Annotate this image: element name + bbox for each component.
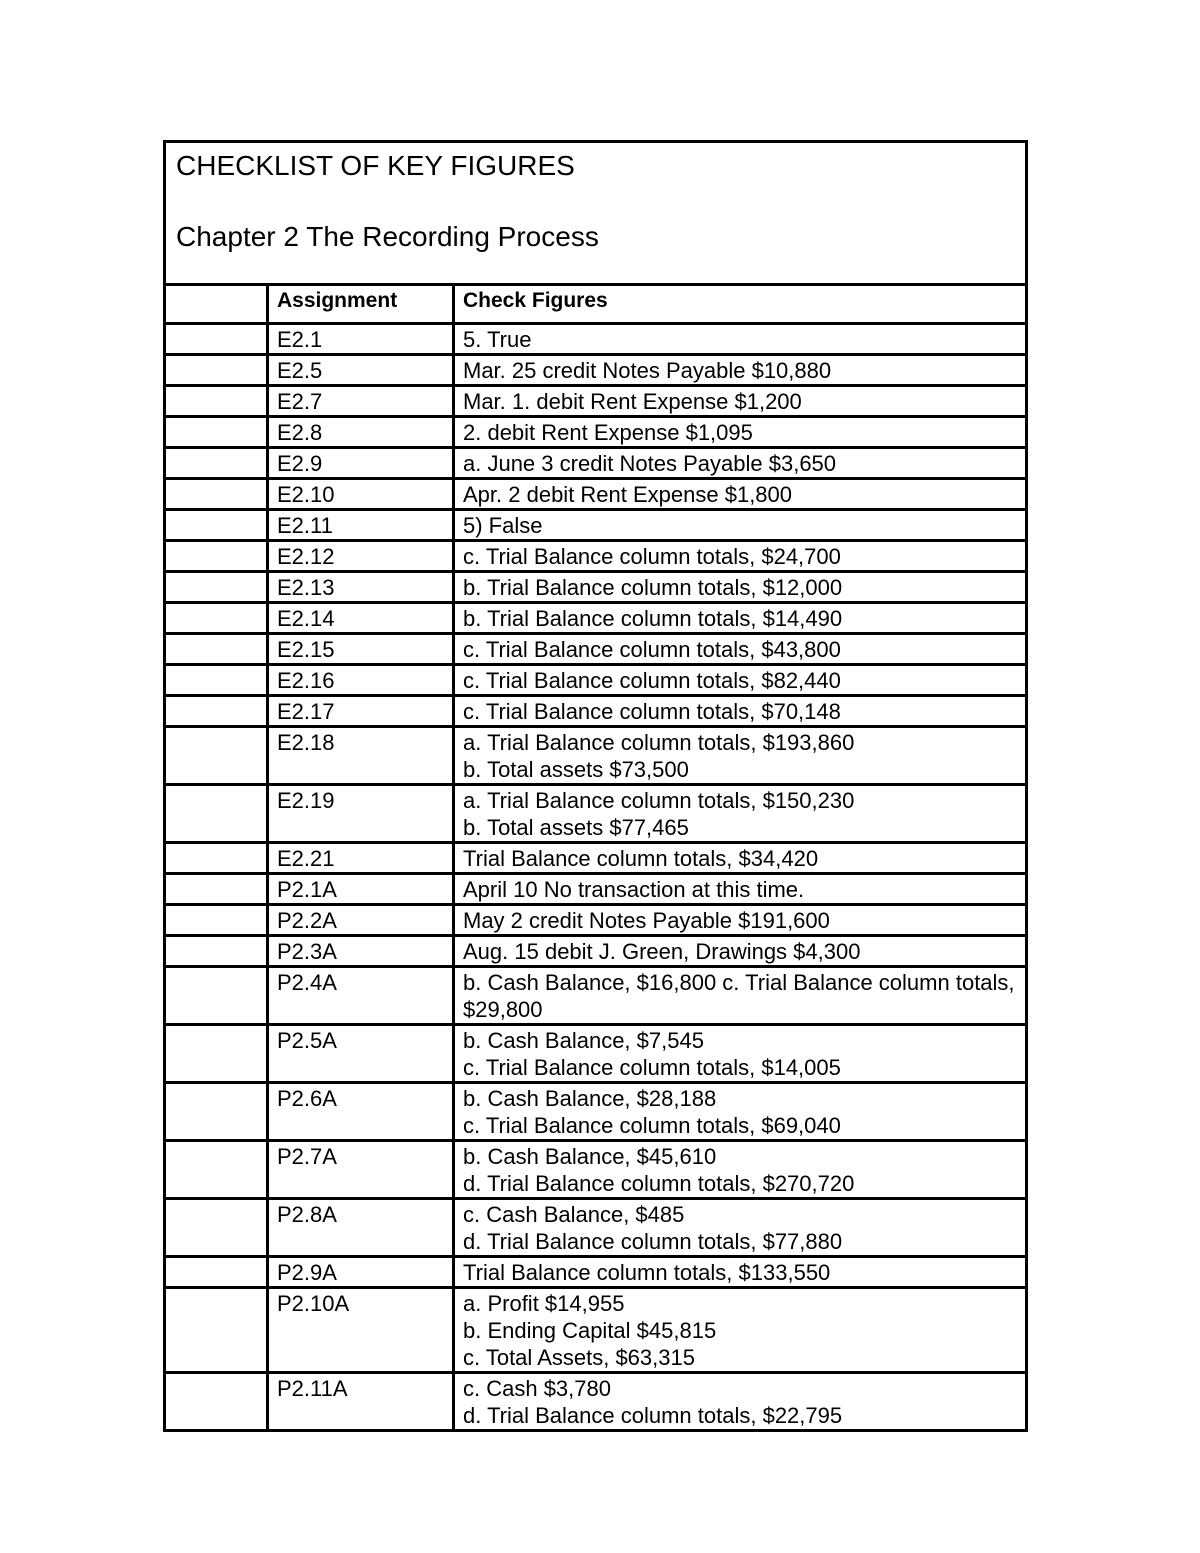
table-row <box>166 511 1025 542</box>
header-assignment: Assignment <box>269 286 455 322</box>
check-figure-line: Apr. 2 debit Rent Expense $1,800 <box>463 482 793 507</box>
table-row <box>166 449 1025 480</box>
check-figures-cell <box>455 1142 1025 1197</box>
check-figures-cell <box>455 604 1025 632</box>
table-row <box>166 604 1025 635</box>
check-figure-line: c. Trial Balance column totals, $24,700 <box>463 544 841 569</box>
check-figure-line: d. Trial Balance column totals, $77,880 <box>463 1229 843 1254</box>
table-header-row <box>166 286 1025 325</box>
assignment-cell: P2.4A <box>269 968 455 1023</box>
table-row <box>166 635 1025 666</box>
table-row <box>166 666 1025 697</box>
check-figure-line: b. Trial Balance column totals, $14,490 <box>463 606 843 631</box>
assignment-cell: P2.7A <box>269 1142 455 1197</box>
table-row <box>166 356 1025 387</box>
assignment-cell: E2.9 <box>269 449 455 477</box>
check-figure-line: c. Cash Balance, $485 <box>463 1202 685 1227</box>
assignment-cell: E2.5 <box>269 356 455 384</box>
assignment-cell: E2.7 <box>269 387 455 415</box>
table-row <box>166 1374 1025 1429</box>
assignment-cell: E2.14 <box>269 604 455 632</box>
table-row <box>166 697 1025 728</box>
blank-cell <box>166 449 269 477</box>
assignment-cell: P2.9A <box>269 1258 455 1286</box>
blank-cell <box>166 937 269 965</box>
check-figure-line: c. Trial Balance column totals, $43,800 <box>463 637 841 662</box>
blank-cell <box>166 1142 269 1197</box>
assignment-cell: P2.6A <box>269 1084 455 1139</box>
assignment-cell: P2.10A <box>269 1289 455 1371</box>
assignment-cell: P2.5A <box>269 1026 455 1081</box>
assignment-cell: P2.3A <box>269 937 455 965</box>
check-figure-line: b. Total assets $77,465 <box>463 815 689 840</box>
check-figure-line: 5) False <box>463 513 543 538</box>
check-figures-cell <box>455 1258 1025 1286</box>
check-figures-cell <box>455 697 1025 725</box>
table-row <box>166 1258 1025 1289</box>
assignment-cell: E2.15 <box>269 635 455 663</box>
blank-cell <box>166 418 269 446</box>
blank-cell <box>166 697 269 725</box>
blank-cell <box>166 1084 269 1139</box>
check-figures-cell <box>455 666 1025 694</box>
check-figure-line: Mar. 25 credit Notes Payable $10,880 <box>463 358 832 383</box>
check-figure-line: a. Trial Balance column totals, $193,860 <box>463 730 855 755</box>
header-check-figures: Check Figures <box>463 289 608 312</box>
assignment-cell: E2.8 <box>269 418 455 446</box>
check-figures-cell <box>455 728 1025 783</box>
assignment-cell: P2.2A <box>269 906 455 934</box>
check-figure-line: b. Trial Balance column totals, $12,000 <box>463 575 843 600</box>
blank-cell <box>166 1289 269 1371</box>
table-row <box>166 1026 1025 1084</box>
blank-cell <box>166 666 269 694</box>
table-row <box>166 786 1025 844</box>
check-figure-line: b. Cash Balance, $16,800 c. Trial Balance column totals, $29,800 <box>463 970 1015 1022</box>
check-figures-cell <box>455 786 1025 841</box>
blank-cell <box>166 875 269 903</box>
assignment-cell: E2.21 <box>269 844 455 872</box>
table-row <box>166 573 1025 604</box>
assignment-cell: E2.18 <box>269 728 455 783</box>
check-figure-line: b. Ending Capital $45,815 <box>463 1318 717 1343</box>
assignment-cell: P2.1A <box>269 875 455 903</box>
blank-cell <box>166 1200 269 1255</box>
check-figures-cell <box>455 480 1025 508</box>
check-figures-cell <box>455 875 1025 903</box>
assignment-cell: E2.1 <box>269 325 455 353</box>
blank-cell <box>166 786 269 841</box>
check-figures-cell <box>455 1374 1025 1429</box>
blank-cell <box>166 1026 269 1081</box>
blank-cell <box>166 1374 269 1429</box>
check-figures-cell <box>455 1084 1025 1139</box>
check-figure-line: April 10 No transaction at this time. <box>463 877 805 902</box>
check-figures-cell <box>455 325 1025 353</box>
blank-cell <box>166 968 269 1023</box>
check-figures-cell <box>455 511 1025 539</box>
check-figure-line: c. Trial Balance column totals, $14,005 <box>463 1055 841 1080</box>
blank-cell <box>166 906 269 934</box>
check-figures-cell <box>455 1200 1025 1255</box>
check-figure-line: Aug. 15 debit J. Green, Drawings $4,300 <box>463 939 861 964</box>
assignment-cell: E2.16 <box>269 666 455 694</box>
check-figures-cell <box>455 356 1025 384</box>
table-row <box>166 1200 1025 1258</box>
table-row <box>166 480 1025 511</box>
check-figure-line: May 2 credit Notes Payable $191,600 <box>463 908 830 933</box>
blank-cell <box>166 728 269 783</box>
check-figures-cell <box>455 418 1025 446</box>
check-figure-line: Mar. 1. debit Rent Expense $1,200 <box>463 389 802 414</box>
table-row <box>166 906 1025 937</box>
check-figure-line: a. Profit $14,955 <box>463 1291 625 1316</box>
check-figure-line: a. June 3 credit Notes Payable $3,650 <box>463 451 837 476</box>
table-body <box>166 325 1025 1429</box>
check-figures-cell <box>455 1289 1025 1371</box>
check-figure-line: c. Cash $3,780 <box>463 1376 611 1401</box>
check-figure-line: b. Cash Balance, $28,188 <box>463 1086 717 1111</box>
blank-cell <box>166 844 269 872</box>
document-title: CHECKLIST OF KEY FIGURES <box>176 150 575 181</box>
table-row <box>166 728 1025 786</box>
check-figure-line: a. Trial Balance column totals, $150,230 <box>463 788 855 813</box>
checklist-document <box>163 140 1028 1432</box>
table-row <box>166 875 1025 906</box>
check-figure-line: c. Trial Balance column totals, $70,148 <box>463 699 841 724</box>
table-row <box>166 1289 1025 1374</box>
check-figures-cell <box>455 906 1025 934</box>
blank-cell <box>166 356 269 384</box>
assignment-cell: E2.13 <box>269 573 455 601</box>
header-blank-cell <box>166 286 269 322</box>
document-subtitle: Chapter 2 The Recording Process <box>176 221 599 252</box>
title-block <box>166 143 1025 286</box>
table-row <box>166 937 1025 968</box>
check-figures-cell <box>455 542 1025 570</box>
assignment-cell: E2.10 <box>269 480 455 508</box>
check-figure-line: c. Trial Balance column totals, $82,440 <box>463 668 841 693</box>
assignment-cell: E2.11 <box>269 511 455 539</box>
check-figure-line: b. Total assets $73,500 <box>463 757 689 782</box>
table-row <box>166 325 1025 356</box>
check-figures-cell <box>455 1026 1025 1081</box>
blank-cell <box>166 325 269 353</box>
check-figures-cell <box>455 635 1025 663</box>
blank-cell <box>166 480 269 508</box>
blank-cell <box>166 635 269 663</box>
check-figure-line: Trial Balance column totals, $133,550 <box>463 1260 831 1285</box>
assignment-cell: P2.11A <box>269 1374 455 1429</box>
assignment-cell: E2.17 <box>269 697 455 725</box>
blank-cell <box>166 573 269 601</box>
check-figure-line: c. Trial Balance column totals, $69,040 <box>463 1113 841 1138</box>
blank-cell <box>166 387 269 415</box>
table-row <box>166 542 1025 573</box>
check-figure-line: b. Cash Balance, $45,610 <box>463 1144 717 1169</box>
blank-cell <box>166 511 269 539</box>
check-figure-line: c. Total Assets, $63,315 <box>463 1345 695 1370</box>
blank-cell <box>166 542 269 570</box>
check-figure-line: d. Trial Balance column totals, $22,795 <box>463 1403 843 1428</box>
check-figure-line: 2. debit Rent Expense $1,095 <box>463 420 753 445</box>
check-figures-cell <box>455 387 1025 415</box>
check-figure-line: b. Cash Balance, $7,545 <box>463 1028 704 1053</box>
check-figures-cell <box>455 844 1025 872</box>
check-figure-line: d. Trial Balance column totals, $270,720 <box>463 1171 855 1196</box>
check-figures-cell <box>455 573 1025 601</box>
check-figures-cell <box>455 968 1025 1023</box>
assignment-cell: E2.12 <box>269 542 455 570</box>
check-figure-line: 5. True <box>463 327 532 352</box>
table-row <box>166 387 1025 418</box>
check-figure-line: Trial Balance column totals, $34,420 <box>463 846 819 871</box>
table-row <box>166 844 1025 875</box>
blank-cell <box>166 604 269 632</box>
assignment-cell: E2.19 <box>269 786 455 841</box>
table-row <box>166 1142 1025 1200</box>
check-figures-cell <box>455 937 1025 965</box>
check-figures-cell <box>455 449 1025 477</box>
blank-cell <box>166 1258 269 1286</box>
table-row <box>166 968 1025 1026</box>
table-row <box>166 418 1025 449</box>
table-row <box>166 1084 1025 1142</box>
assignment-cell: P2.8A <box>269 1200 455 1255</box>
